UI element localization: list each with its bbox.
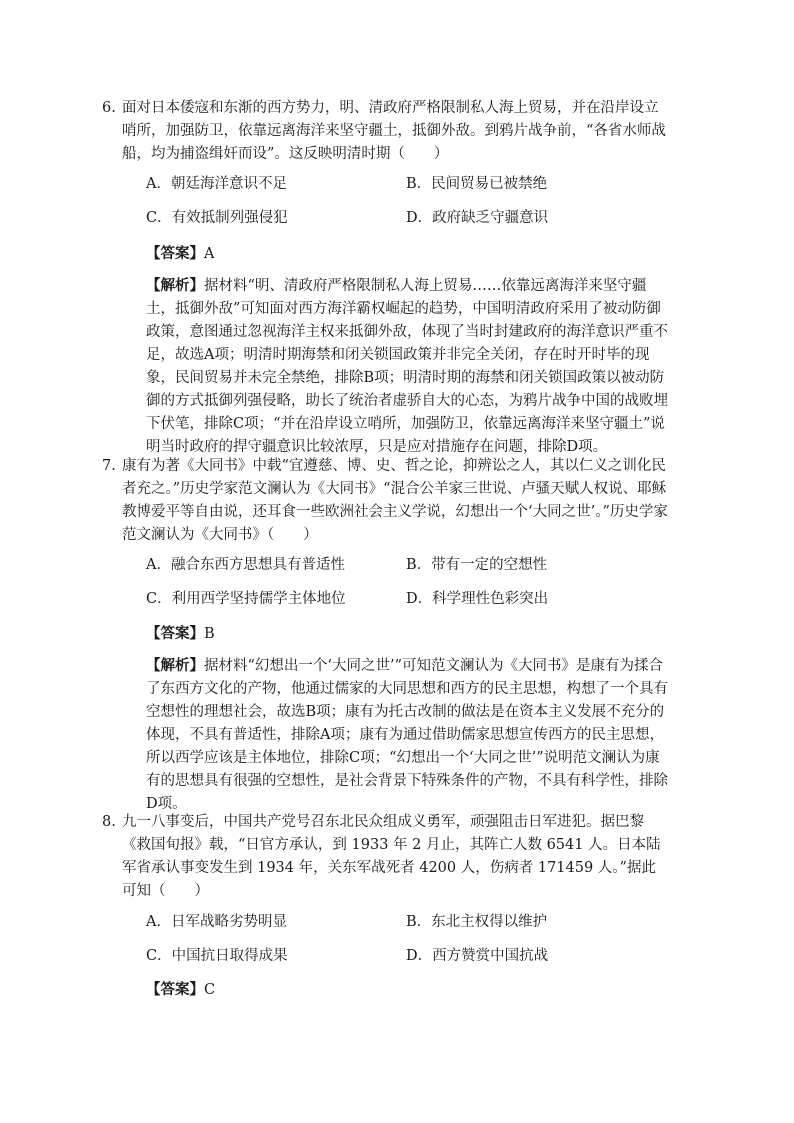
question-number: 7.: [102, 458, 116, 474]
answer-tag: 【答案】: [146, 245, 204, 262]
question-stem: 九一八事变后，中国共产党号召东北民众组成义勇军，顽强阻击日军进犯。据巴黎《救国旬报》载，“日官方承认，到 1933 年 2 月止，其阵亡人数 6541 人。日本陆军省承认事变发生到 1934 年，关东军战死者 4200 人，伤病者 171459 人。”据此可知（ ）: [122, 814, 661, 899]
option-b: B．民间贸易已被禁绝: [406, 176, 548, 192]
option-a: A．融合东西方思想具有普适性: [146, 557, 345, 573]
question-stem: 康有为著《大同书》中载“宜遵慈、博、史、哲之论，抑辨讼之人，其以仁义之训化民者充之。”历史学家范文澜认为《大同书》“混合公羊家三世说、卢骚天赋人权说、耶稣教博爱平等自由说，还耳食一些欧洲社会主义学说，幻想出一个‘大同之世’。”历史学家范文澜认为《大同书》（ ）: [122, 458, 668, 543]
question-8: [102, 811, 670, 903]
option-a: A．日军战略劣势明显: [146, 914, 287, 930]
analysis-text: 据材料“幻想出一个‘大同之世’”可知范文澜认为《大同书》是康有为揉合了东西方文化的产物，他通过儒家的大同思想和西方的民主思想，构想了一个具有空想性的理想社会，故选B项；康有为托古改制的做法是在资本主义发展不充分的体现，不具有普适性，排除A项；康有为通过借助儒家思想宣传西方的民主思想，所以西学应该是主体地位，排除C项；“幻想出一个‘大同之世’”说明范文澜认为康有的思想具有很强的空想性，是社会背景下特殊条件的产物，不具有科学性，排除D项。: [146, 658, 668, 812]
question-6: [102, 97, 670, 166]
option-d: D．科学理性色彩突出: [406, 591, 549, 607]
answer-value: C: [204, 982, 216, 998]
analysis-7: [146, 654, 672, 816]
options-7: [146, 553, 666, 621]
options-8: [146, 910, 666, 978]
option-d: D．西方赞赏中国抗战: [406, 948, 549, 964]
option-d: D．政府缺乏守疆意识: [406, 210, 549, 226]
option-a: A．朝廷海洋意识不足: [146, 176, 287, 192]
option-b: B．带有一定的空想性: [406, 557, 548, 573]
answer-6: [146, 242, 214, 263]
analysis-6: [146, 274, 672, 459]
question-stem: 面对日本倭寇和东渐的西方势力，明、清政府严格限制私人海上贸易，并在沿岸设立哨所，加强防卫，依靠远离海洋来坚守疆土，抵御外敌。到鸦片战争前，“各省水师战船，均为捕盗缉奸而设”。这反映明清时期（ ）: [122, 100, 666, 162]
answer-7: [146, 622, 215, 643]
option-c: C．中国抗日取得成果: [146, 948, 288, 964]
analysis-text: 据材料“明、清政府严格限制私人海上贸易……依靠远离海洋来坚守疆土，抵御外敌”可知面对西方海洋霸权崛起的趋势，中国明清政府采用了被动防御政策，意图通过忽视海洋主权来抵御外敌，体现了当时封建政府的海洋意识严重不足，故选A项；明清时期海禁和闭关锁国政策并非完全关闭，存在时开时毕的现象，民间贸易并未完全禁绝，排除B项；明清时期的海禁和闭关锁国政策以被动防御的方式抵御列强侵略，助长了统治者虚骄自大的心态，为鸦片战争中国的战败埋下伏笔，排除C项；“并在沿岸设立哨所，加强防卫，依靠远离海洋来坚守疆土”说明当时政府的捍守疆意识比较浓厚，只是应对措施存在问题，排除D项。: [146, 278, 668, 455]
answer-tag: 【答案】: [146, 625, 204, 642]
option-c: C．有效抵制列强侵犯: [146, 210, 288, 226]
question-number: 8.: [102, 814, 116, 830]
question-number: 6.: [102, 100, 116, 116]
option-b: B．东北主权得以维护: [406, 914, 548, 930]
answer-value: A: [204, 246, 215, 262]
answer-8: [146, 978, 215, 999]
question-7: [102, 455, 670, 547]
answer-value: B: [204, 626, 215, 642]
options-6: [146, 172, 666, 240]
option-c: C．利用西学坚持儒学主体地位: [146, 591, 346, 607]
answer-tag: 【答案】: [146, 981, 204, 998]
analysis-tag: 【解析】: [146, 277, 204, 294]
analysis-tag: 【解析】: [146, 657, 204, 674]
